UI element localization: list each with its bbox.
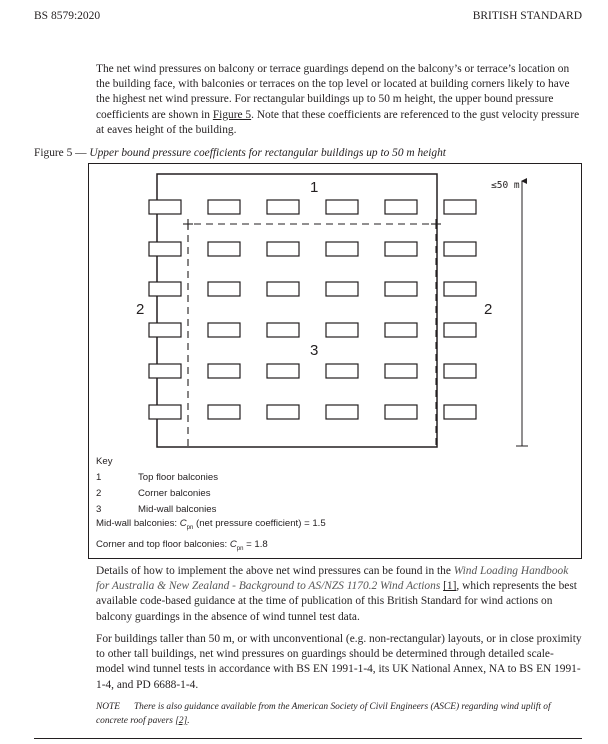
balcony bbox=[385, 364, 417, 378]
balcony bbox=[326, 282, 358, 296]
key-title: Key bbox=[96, 456, 113, 467]
balcony bbox=[208, 200, 240, 214]
balcony bbox=[444, 200, 476, 214]
key-num-3: 3 bbox=[96, 504, 102, 515]
balcony-grid bbox=[149, 200, 476, 419]
balcony bbox=[326, 200, 358, 214]
balcony bbox=[208, 405, 240, 419]
key-num-1: 1 bbox=[96, 472, 102, 483]
header-standard-number: BS 8579:2020 bbox=[34, 10, 101, 22]
note: NOTE There is also guidance available from the American Society of Civil Engineers (ASCE) regarding wind uplift of concrete roof pavers [2]. bbox=[96, 702, 551, 726]
balcony bbox=[149, 200, 181, 214]
balcony bbox=[149, 405, 181, 419]
reference-2-link[interactable]: [2] bbox=[175, 715, 188, 726]
balcony bbox=[385, 282, 417, 296]
note-label: NOTE bbox=[96, 702, 120, 712]
key-text-3: Mid-wall balconies bbox=[138, 504, 217, 515]
reference-1-link[interactable]: [1] bbox=[443, 580, 457, 593]
balcony bbox=[149, 323, 181, 337]
corner-coefficient: Corner and top floor balconies: $C_{pn} = 1.8$ bbox=[96, 539, 268, 552]
balcony bbox=[444, 405, 476, 419]
key-num-2: 2 bbox=[96, 488, 102, 499]
balcony bbox=[326, 405, 358, 419]
figure-5-link[interactable]: Figure 5 bbox=[212, 108, 252, 121]
balcony bbox=[208, 242, 240, 256]
balcony bbox=[444, 323, 476, 337]
balcony bbox=[149, 282, 181, 296]
balcony bbox=[267, 282, 299, 296]
label-top-floor: 1 bbox=[310, 179, 319, 196]
balcony bbox=[267, 242, 299, 256]
balcony bbox=[149, 364, 181, 378]
balcony bbox=[267, 364, 299, 378]
balcony bbox=[326, 323, 358, 337]
label-mid-wall: 3 bbox=[310, 342, 319, 359]
balcony bbox=[267, 405, 299, 419]
figure-title: Upper bound pressure coefficients for rectangular buildings up to 50 m height bbox=[89, 147, 446, 159]
balcony bbox=[267, 323, 299, 337]
footer-rule bbox=[34, 738, 582, 739]
balcony bbox=[326, 242, 358, 256]
balcony bbox=[385, 200, 417, 214]
building-diagram bbox=[88, 163, 582, 453]
balcony bbox=[385, 242, 417, 256]
balcony bbox=[208, 364, 240, 378]
intro-text: The net wind pressures on balcony or terrace guardings depend on the balcony’s or terrace’s location on the building face, with balconies or terraces on the top level or located at building corners likely to have the highest net wind pressure. For rectangular buildings up to 50 m height, the upper bound pressure coefficients are shown in bbox=[96, 63, 570, 121]
label-corner-left: 2 bbox=[136, 301, 145, 318]
balcony bbox=[444, 242, 476, 256]
paragraph-tall-buildings: For buildings taller than 50 m, or with unconventional (e.g. non-rectangular) layouts, or in close proximity to other tall buildings, net wind pressures on guardings should be determined through detailed scale-model wind tunnel tests in accordance with BS EN 1991-1-4, its UK National Annex, NA to BS EN 1991-1-4, and PD 6688-1-4. bbox=[96, 633, 582, 691]
label-corner-right: 2 bbox=[484, 301, 493, 318]
handbook-reference-title: Wind Loading Handbook for Australia & New Zealand - Background to AS/NZS 1170.2 Wind Actions bbox=[96, 565, 569, 593]
balcony bbox=[385, 405, 417, 419]
height-label: ≤50 m bbox=[491, 180, 520, 191]
balcony bbox=[326, 364, 358, 378]
key-text-2: Corner balconies bbox=[138, 488, 211, 499]
intro-paragraph bbox=[96, 62, 582, 138]
balcony bbox=[385, 323, 417, 337]
balcony bbox=[149, 242, 181, 256]
midwall-coefficient: Mid-wall balconies: $C_{pn}$ (net pressure coefficient) = 1.5 bbox=[96, 518, 326, 531]
figure-caption bbox=[34, 147, 446, 159]
paragraph-references: Details of how to implement the above net wind pressures can be found in the Wind Loading Handbook for Australia & New Zealand - Background to AS/NZS 1170.2 Wind Actions [1], which represents the best available code-based guidance at the time of publication of this British Standard for wind actions on balcony guardings in the absence of wind tunnel test data. bbox=[96, 565, 577, 623]
key-text-1: Top floor balconies bbox=[138, 472, 218, 483]
figure-number: Figure 5 — bbox=[34, 147, 87, 159]
header-brand: BRITISH STANDARD bbox=[472, 10, 582, 22]
intro-text-end: . Note that these coefficients are referenced to the gust velocity pressure at eaves height of the building. bbox=[96, 108, 580, 136]
balcony bbox=[444, 364, 476, 378]
balcony bbox=[267, 200, 299, 214]
balcony bbox=[208, 323, 240, 337]
balcony bbox=[444, 282, 476, 296]
balcony bbox=[208, 282, 240, 296]
